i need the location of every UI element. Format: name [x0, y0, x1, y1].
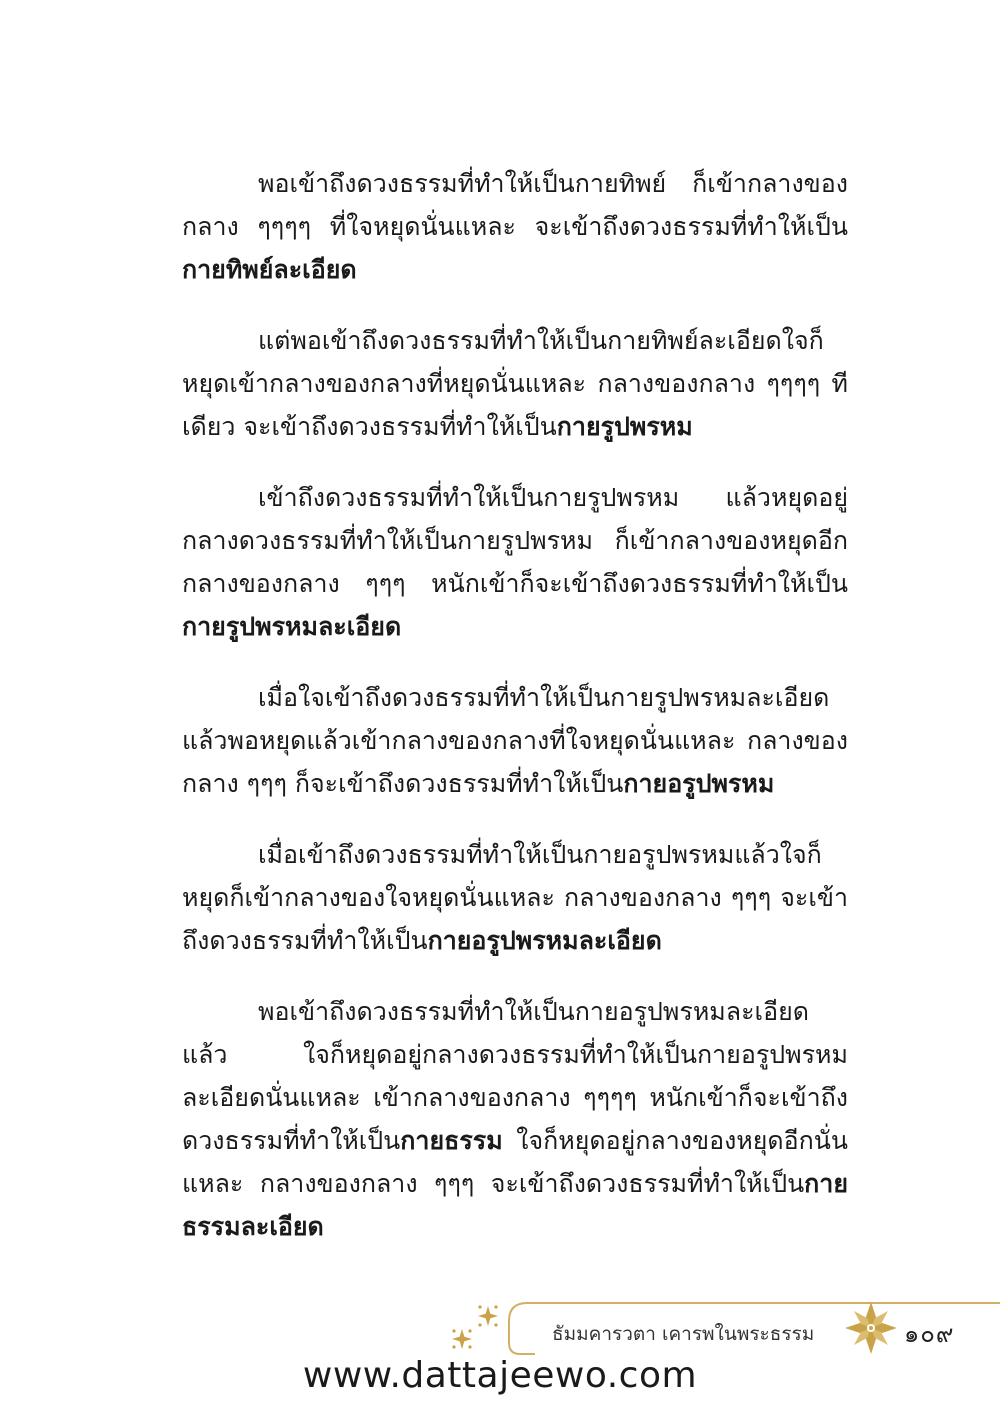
bold-term: กายรูปพรหม — [556, 412, 693, 441]
paragraph-text: พอเข้าถึงดวงธรรมที่ทำให้เป็นกายทิพย์ ก็เข้ากลางของกลาง ๆๆๆๆ ที่ใจหยุดนั่นแหละ จะเข้าถึงดวงธรรมที่ทำให้เป็น — [182, 169, 848, 241]
paragraph — [182, 162, 848, 291]
paragraph — [182, 319, 848, 448]
bold-term: กายรูปพรหมละเอียด — [182, 612, 402, 641]
paragraph-text: เมื่อเข้าถึงดวงธรรมที่ทำให้เป็นกายอรูปพรหมแล้วใจก็หยุดก็เข้ากลางของใจหยุดนั่นแหละ กลางของกลาง ๆๆๆ จะเข้าถึงดวงธรรมที่ทำให้เป็น — [182, 840, 848, 955]
footer-book-title: ธัมมคารวตา เคารพในพระธรรม — [552, 1323, 815, 1345]
body-text — [182, 162, 848, 1276]
paragraph — [182, 990, 848, 1248]
paragraph-text: แต่พอเข้าถึงดวงธรรมที่ทำให้เป็นกายทิพย์ละเอียดใจก็หยุดเข้ากลางของกลางที่หยุดนั่นแหละ กลางของกลาง ๆๆๆๆ ทีเดียว จะเข้าถึงดวงธรรมที่ทำให้เป็น — [182, 326, 848, 441]
paragraph-text: ใจก็หยุดอยู่กลางของหยุดอีกนั่นแหละ กลางของกลาง ๆๆๆ จะเข้าถึงดวงธรรมที่ทำให้เป็น — [182, 1126, 848, 1198]
bold-term: กายธรรม — [400, 1126, 503, 1155]
paragraph-text: เข้าถึงดวงธรรมที่ทำให้เป็นกายรูปพรหม แล้วหยุดอยู่กลางดวงธรรมที่ทำให้เป็นกายรูปพรหม ก็เข้ากลางของหยุดอีก กลางของกลาง ๆๆๆ หนักเข้าก็จะเข้าถึงดวงธรรมที่ทำให้เป็น — [182, 483, 848, 598]
paragraph — [182, 833, 848, 962]
gold-flower-ornament-icon — [845, 1302, 897, 1354]
bold-term: กายอรูปพรหม — [623, 769, 775, 798]
paragraph — [182, 676, 848, 805]
bold-term: กายธรรมละเอียด — [182, 1169, 848, 1241]
paragraph-text: พอเข้าถึงดวงธรรมที่ทำให้เป็นกายอรูปพรหมละเอียดแล้ว ใจก็หยุดอยู่กลางดวงธรรมที่ทำให้เป็นกายอรูปพรหมละเอียดนั่นแหละ เข้ากลางของกลาง ๆๆๆๆ หนักเข้าก็จะเข้าถึงดวงธรรมที่ทำให้เป็น — [182, 997, 848, 1155]
bold-term: กายทิพย์ละเอียด — [182, 255, 357, 284]
website-url: www.dattajeewo.com — [302, 1355, 698, 1396]
paragraph-text: เมื่อใจเข้าถึงดวงธรรมที่ทำให้เป็นกายรูปพรหมละเอียดแล้วพอหยุดแล้วเข้ากลางของกลางที่ใจหยุดนั่นแหละ กลางของกลาง ๆๆๆ ก็จะเข้าถึงดวงธรรมที่ทำให้เป็น — [182, 683, 848, 798]
small-ornament-icon — [452, 1305, 498, 1349]
page-number: ๑๐๙ — [904, 1320, 955, 1348]
bold-term: กายอรูปพรหมละเอียด — [427, 926, 662, 955]
paragraph — [182, 476, 848, 648]
